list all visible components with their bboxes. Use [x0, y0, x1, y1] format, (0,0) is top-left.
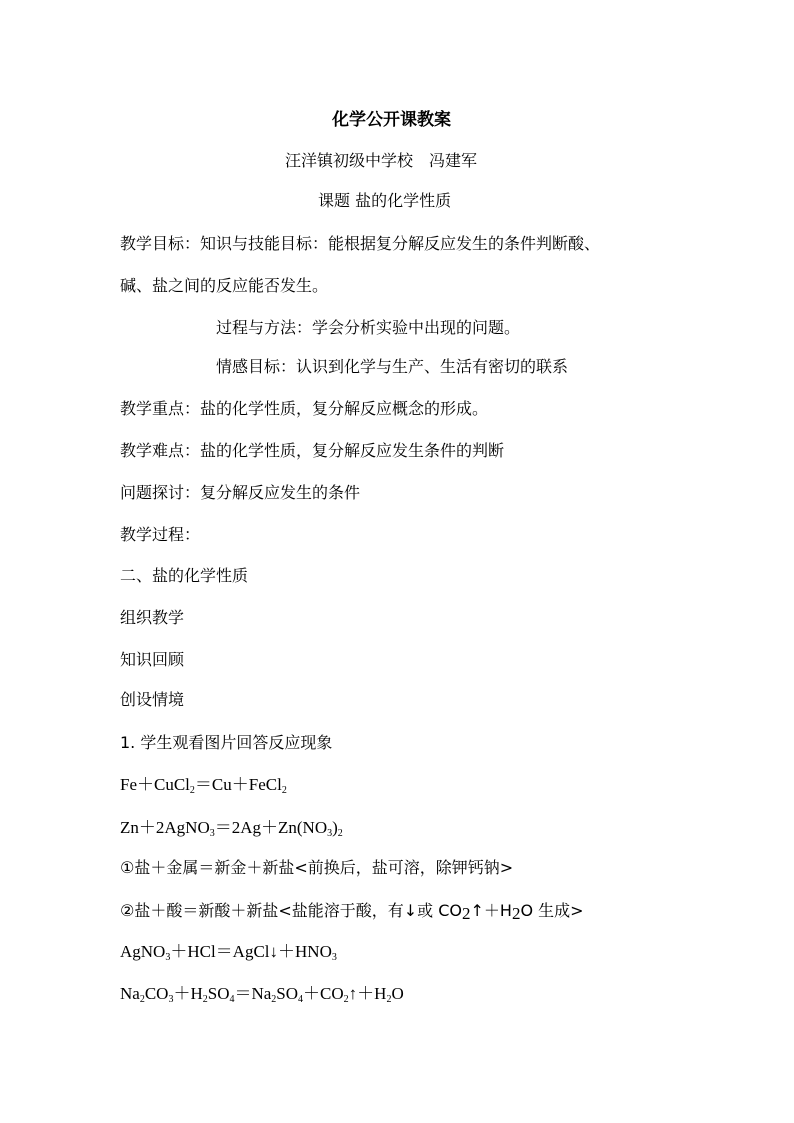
teaching-goals-line-1: 教学目标：知识与技能目标：能根据复分解反应发生的条件判断酸、: [120, 234, 601, 253]
equation-zn-agno3: $Zn+2AgNO_3=2Ag+Zn(NO_3)_2$: [120, 818, 343, 839]
emotion-goal: 情感目标：认识到化学与生产、生活有密切的联系: [216, 357, 569, 376]
knowledge-review: 知识回顾: [120, 650, 185, 669]
difficulties: 教学难点：盐的化学性质，复分解反应发生条件的判断: [120, 441, 505, 460]
create-scenario: 创设情境: [120, 690, 185, 709]
author-line: 汪洋镇初级中学校 冯建军: [285, 151, 478, 170]
rule-salt-metal: ①盐＋金属＝新金＋新盐<前换后，盐可溶，除钾钙钠>: [120, 858, 514, 877]
problem-inquiry: 问题探讨：复分解反应发生的条件: [120, 483, 361, 502]
teaching-process-heading: 教学过程：: [120, 525, 201, 544]
equation-na2co3-h2so4: $Na_2CO_3+H_2SO_4=Na_2SO_4+CO_2↑+H_2O$: [120, 984, 404, 1005]
teaching-goals-line-2: 碱、盐之间的反应能否发生。: [120, 276, 329, 295]
equation-fe-cucl2: Fe＋CuCl$_2$＝Cu＋FeCl$_2$: [120, 775, 287, 796]
step-1: 1. 学生观看图片回答反应现象: [120, 733, 333, 752]
document-title: 化学公开课教案: [332, 110, 451, 130]
organize-teaching: 组织教学: [120, 608, 185, 627]
key-points: 教学重点：盐的化学性质，复分解反应概念的形成。: [120, 399, 489, 418]
lesson-topic: 课题 盐的化学性质: [318, 191, 452, 210]
process-method-goal: 过程与方法：学会分析实验中出现的问题。: [216, 318, 521, 337]
section-heading-salt-properties: 二、盐的化学性质: [120, 566, 249, 585]
equation-agno3-hcl: $AgNO_3+HCl=AgCl↓+HNO_3$: [120, 942, 337, 963]
rule-salt-acid: ②盐＋酸＝新酸＋新盐<盐能溶于酸，有↓或 $CO_2↑+H_2O$ 生成>: [120, 901, 584, 923]
